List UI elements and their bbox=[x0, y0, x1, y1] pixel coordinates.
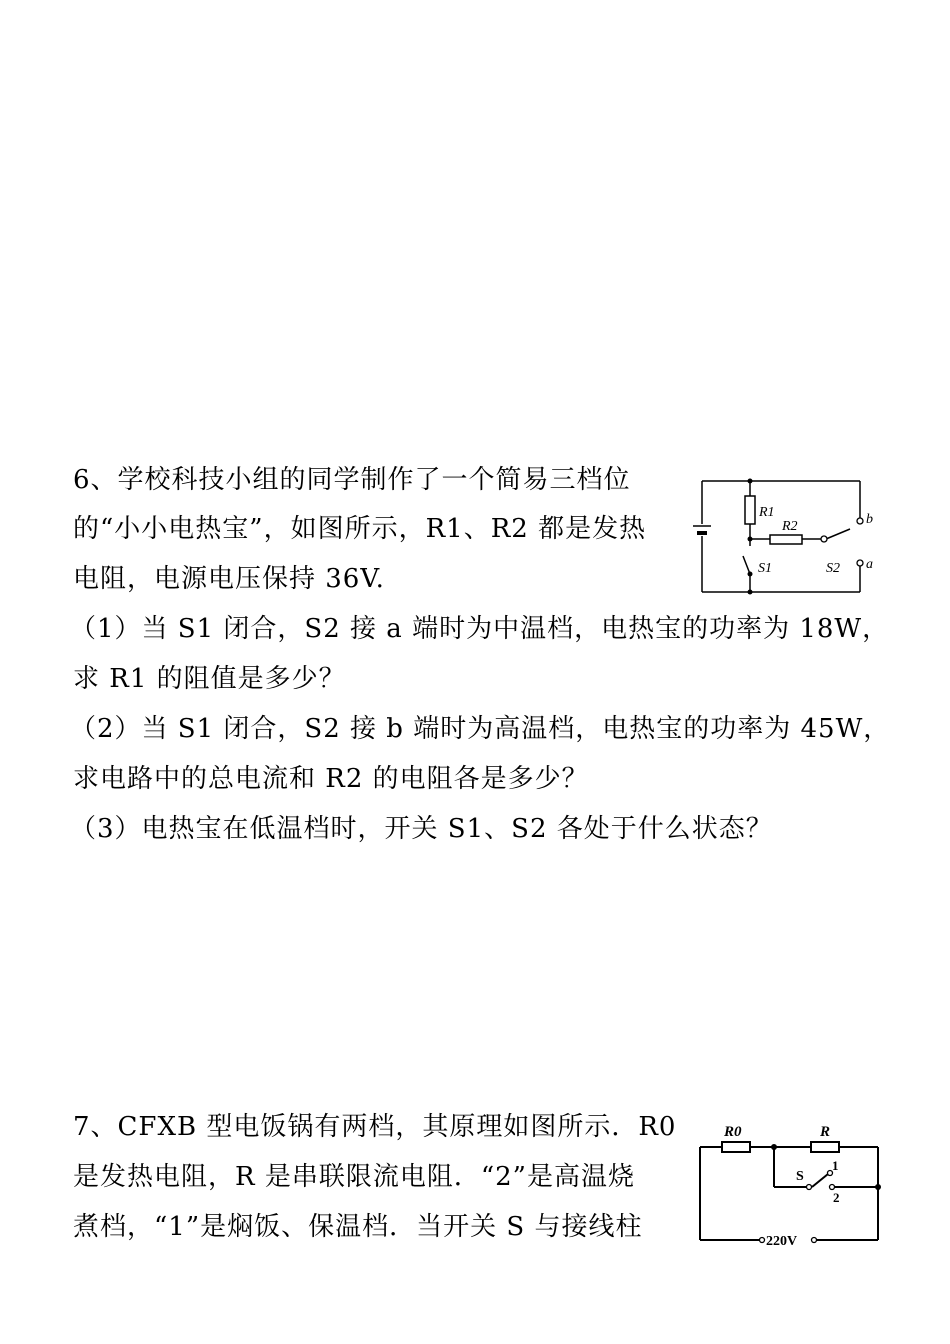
q6-line-1: 6、学校科技小组的同学制作了一个简易三档位 bbox=[73, 465, 631, 495]
label-voltage: 220V bbox=[766, 1234, 798, 1248]
label-r1: R1 bbox=[759, 505, 775, 520]
junction-dot bbox=[748, 537, 753, 542]
q6-line-5: 求 R1 的阻值是多少？ bbox=[73, 664, 346, 694]
power-terminal-right bbox=[812, 1238, 817, 1243]
q7-line-2: 是发热电阻，R 是串联限流电阻．“2”是高温烧 bbox=[73, 1162, 635, 1192]
label-s: S bbox=[796, 1169, 804, 1184]
switch-pivot-terminal bbox=[807, 1185, 812, 1190]
power-terminal-left bbox=[760, 1238, 765, 1243]
label-a: a bbox=[866, 557, 873, 572]
label-s2: S2 bbox=[826, 561, 840, 576]
junction-dot bbox=[748, 479, 753, 484]
label-b: b bbox=[866, 512, 873, 527]
terminal-a bbox=[857, 560, 863, 566]
label-r2: R2 bbox=[782, 519, 798, 534]
q7-line-1: 7、CFXB 型电饭锅有两档，其原理如图所示．R0 bbox=[73, 1112, 677, 1142]
junction-dot bbox=[875, 1184, 881, 1190]
q6-line-4: （1）当 S1 闭合，S2 接 a 端时为中温档，电热宝的功率为 18W， bbox=[70, 614, 890, 644]
label-r0: R0 bbox=[724, 1124, 742, 1140]
q6-line-8: （3）电热宝在低温档时，开关 S1、S2 各处于什么状态？ bbox=[70, 814, 773, 844]
label-terminal-2: 2 bbox=[833, 1190, 840, 1205]
q7-circuit-diagram bbox=[688, 1118, 888, 1248]
junction-dot bbox=[748, 590, 753, 595]
label-terminal-1: 1 bbox=[832, 1158, 839, 1173]
q6-line-6: （2）当 S1 闭合，S2 接 b 端时为高温档，电热宝的功率为 45W， bbox=[70, 714, 891, 744]
q7-line-3: 煮档，“1”是焖饭、保温档．当开关 S 与接线柱 bbox=[73, 1212, 643, 1242]
junction-dot bbox=[771, 1144, 777, 1150]
q6-circuit-diagram bbox=[688, 474, 880, 602]
s2-pivot-terminal bbox=[821, 536, 827, 542]
q6-line-2: 的“小小电热宝”，如图所示，R1、R2 都是发热 bbox=[73, 514, 647, 544]
terminal-b bbox=[857, 518, 863, 524]
q6-line-3: 电阻，电源电压保持 36V. bbox=[73, 564, 385, 594]
s1-pivot bbox=[748, 572, 753, 577]
terminal-2 bbox=[830, 1185, 835, 1190]
label-s1: S1 bbox=[758, 561, 772, 576]
label-r: R bbox=[820, 1124, 831, 1140]
q6-line-7: 求电路中的总电流和 R2 的电阻各是多少？ bbox=[73, 764, 589, 794]
